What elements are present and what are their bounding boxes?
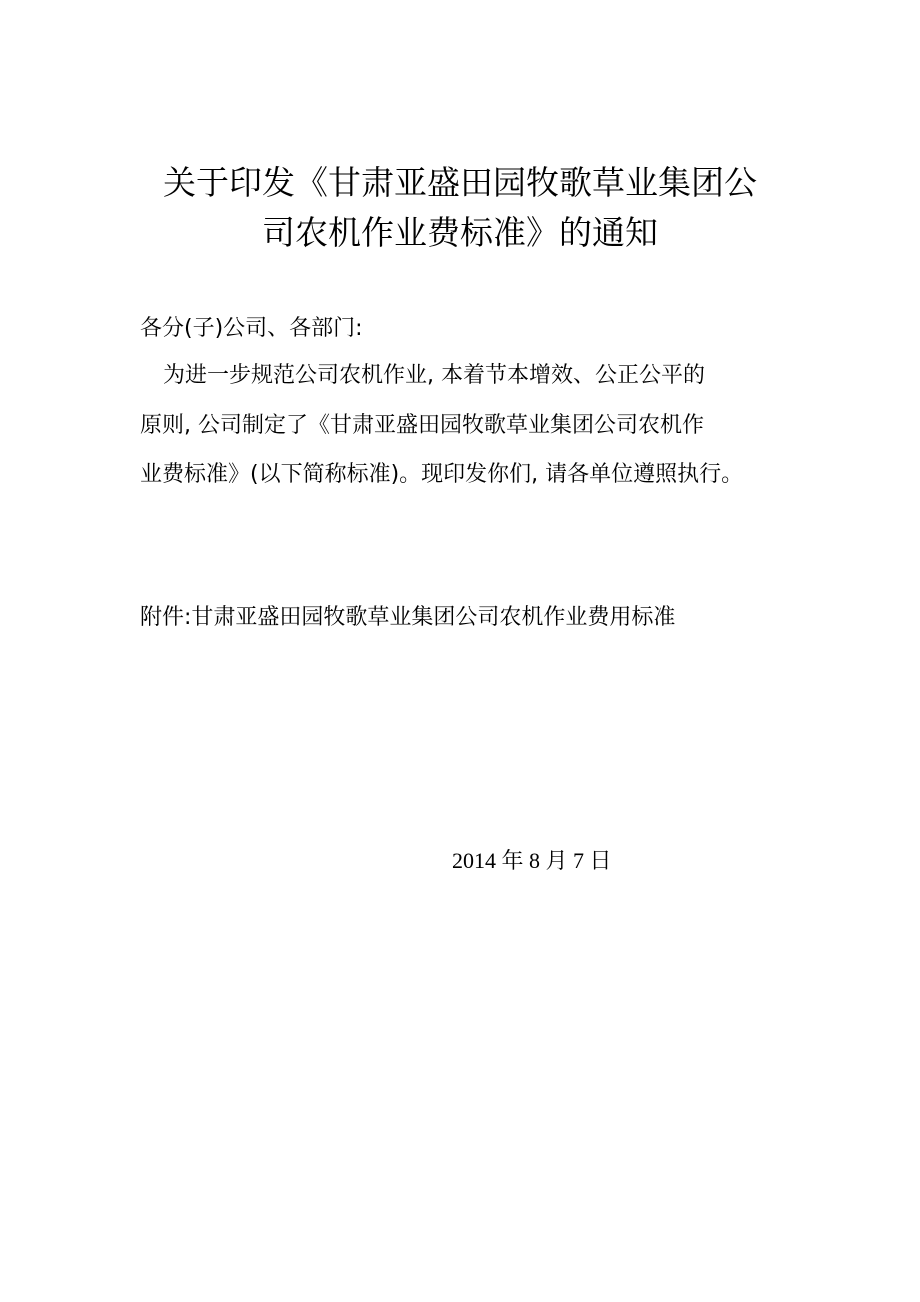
body-paragraph-line-1: 为进一步规范公司农机作业, 本着节本增效、公正公平的 — [163, 363, 705, 388]
attachment-note: 附件:甘肃亚盛田园牧歌草业集团公司农机作业费用标准 — [140, 605, 676, 630]
body-paragraph-line-2: 原则, 公司制定了《甘肃亚盛田园牧歌草业集团公司农机作 — [140, 413, 704, 438]
document-title-line-2: 司农机作业费标准》的通知 — [262, 213, 658, 252]
document-title-line-1: 关于印发《甘肃亚盛田园牧歌草业集团公 — [163, 163, 757, 202]
issue-date: 2014 年 8 月 7 日 — [452, 848, 612, 873]
salutation: 各分(子)公司、各部门: — [140, 316, 363, 341]
body-paragraph-line-3: 业费标准》(以下简称标准)。现印发你们, 请各单位遵照执行。 — [140, 462, 744, 487]
